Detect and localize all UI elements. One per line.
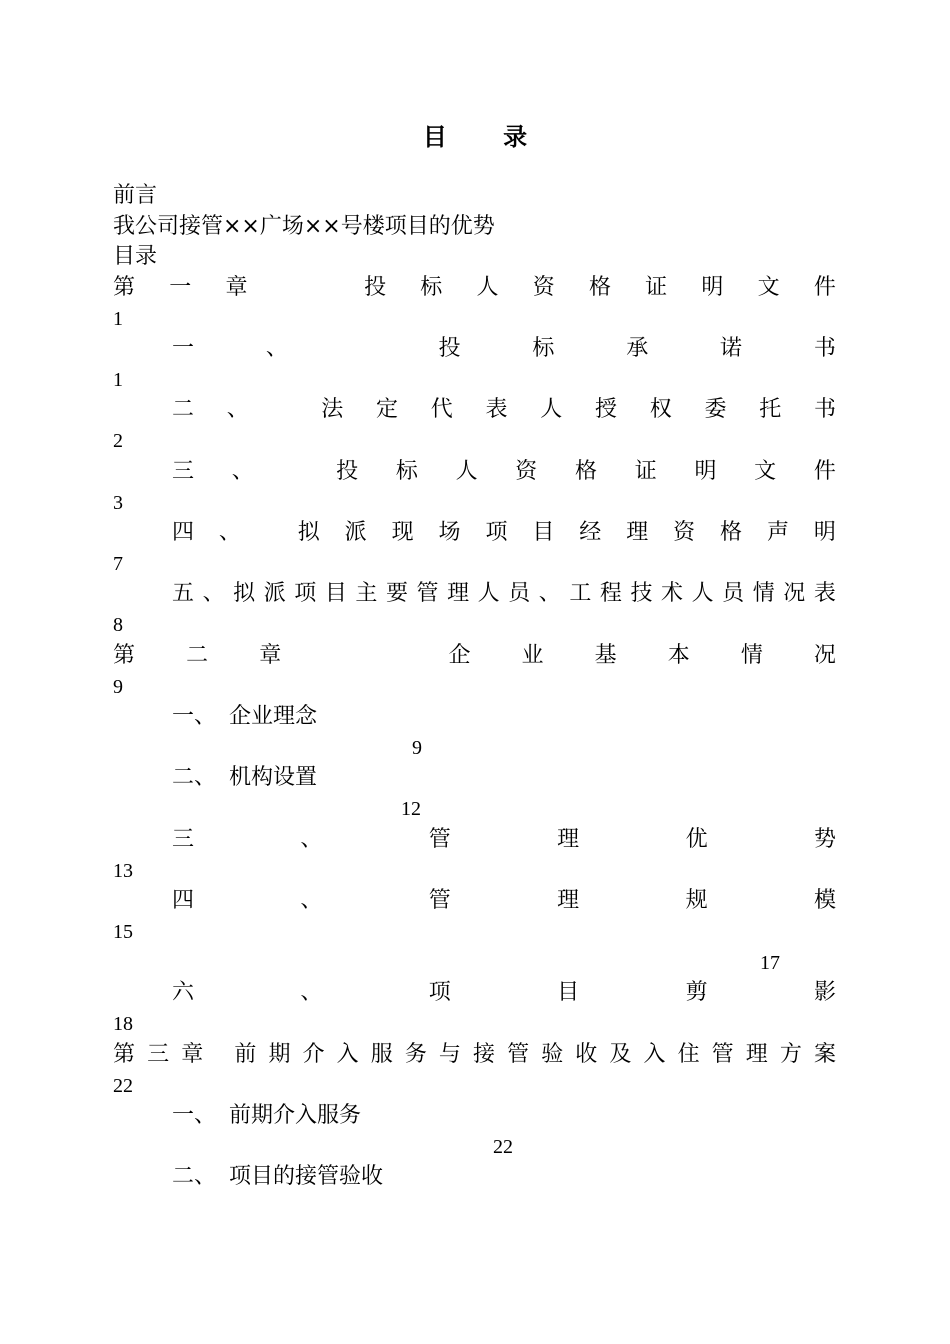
chapter3-item-1 bbox=[172, 1100, 361, 1132]
chapter1-item-3: 三 、 投 标 人 资 格 证 明 文 件 bbox=[172, 459, 836, 484]
chapter2-item-2-label: 二、 bbox=[172, 765, 217, 790]
toc-label-line: 目录 bbox=[113, 244, 158, 269]
toc-title: 目 录 bbox=[422, 123, 552, 151]
advantages-line: 我公司接管××广场××号楼项目的优势 bbox=[113, 214, 495, 239]
chapter2-item-3-page: 13 bbox=[113, 860, 133, 882]
chapter2-item-1-label: 一、 bbox=[172, 704, 217, 729]
chapter3-item-1-page: 22 bbox=[493, 1136, 513, 1158]
chapter2-page: 9 bbox=[113, 676, 123, 698]
chapter3-item-2 bbox=[172, 1161, 383, 1193]
chapter2-item-6-page: 18 bbox=[113, 1013, 133, 1035]
chapter2-item-1 bbox=[172, 701, 317, 733]
chapter3-page: 22 bbox=[113, 1075, 133, 1097]
preface-line: 前言 bbox=[113, 183, 158, 208]
chapter1-page: 1 bbox=[113, 308, 123, 330]
chapter1-item-4: 四 、 拟 派 现 场 项 目 经 理 资 格 声 明 bbox=[172, 520, 836, 545]
chapter1-item-1-page: 1 bbox=[113, 369, 123, 391]
chapter3-item-1-label: 一、 bbox=[172, 1103, 217, 1128]
chapter2-heading: 第 二 章 企 业 基 本 情 况 bbox=[113, 643, 836, 668]
chapter1-item-1: 一 、 投 标 承 诺 书 bbox=[172, 336, 836, 361]
chapter2-item-6: 六 、 项 目 剪 影 bbox=[172, 980, 836, 1005]
chapter1-heading: 第 一 章 投 标 人 资 格 证 明 文 件 bbox=[113, 275, 836, 300]
chapter1-item-2-page: 2 bbox=[113, 430, 123, 452]
chapter2-item-4-page: 15 bbox=[113, 921, 133, 943]
chapter1-item-4-page: 7 bbox=[113, 553, 123, 575]
chapter2-item-2 bbox=[172, 762, 317, 794]
chapter2-item-1-text: 企业理念 bbox=[229, 704, 318, 729]
chapter2-item-5-page: 17 bbox=[760, 952, 780, 974]
chapter1-item-5-page: 8 bbox=[113, 614, 123, 636]
chapter3-item-2-label: 二、 bbox=[172, 1164, 217, 1189]
chapter3-heading: 第 三 章 前 期 介 入 服 务 与 接 管 验 收 及 入 住 管 理 方 案 bbox=[113, 1042, 836, 1067]
chapter3-item-2-text: 项目的接管验收 bbox=[229, 1164, 384, 1189]
chapter2-item-4: 四 、 管 理 规 模 bbox=[172, 888, 836, 913]
chapter2-item-2-page: 12 bbox=[401, 798, 421, 820]
chapter1-item-2: 二 、 法 定 代 表 人 授 权 委 托 书 bbox=[172, 397, 836, 422]
chapter1-item-5: 五 、 拟 派 项 目 主 要 管 理 人 员 、 工 程 技 术 人 员 情 况 表 bbox=[172, 581, 836, 606]
chapter2-item-1-page: 9 bbox=[412, 737, 422, 759]
chapter2-item-2-text: 机构设置 bbox=[229, 765, 318, 790]
chapter1-item-3-page: 3 bbox=[113, 492, 123, 514]
chapter3-item-1-text: 前期介入服务 bbox=[229, 1103, 362, 1128]
chapter2-item-3: 三 、 管 理 优 势 bbox=[172, 827, 836, 852]
